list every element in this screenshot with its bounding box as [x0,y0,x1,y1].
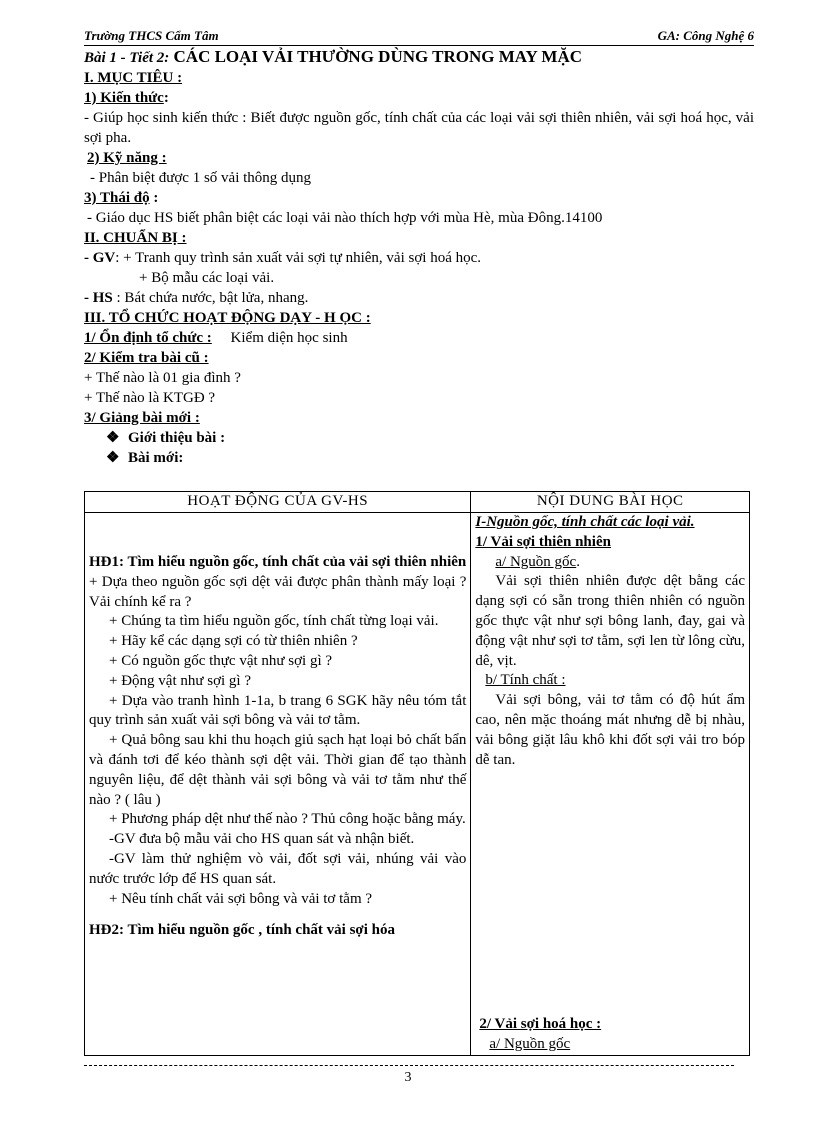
activity-1-heading: HĐ1: Tìm hiểu nguồn gốc, tính chất của vải sợi thiên nhiên [89,554,467,570]
lesson-number: Bài 1 - Tiết 2: [84,50,170,66]
properties-text: Vải sợi bông, vải tơ tằm có độ hút ẩm cao, nên mặc thoáng mát nhưng dễ bị nhàu, vải bông giặt lâu khô khi đốt sợi vải tro bóp dễ tan. [475,692,745,768]
properties-subheading: b/ Tính chất : [485,672,566,689]
content-heading-origin-properties: I-Nguồn gốc, tính chất các loại vải. [475,514,695,530]
school-name: Trường THCS Cẩm Tâm [84,28,219,43]
footer-divider [84,1065,734,1066]
natural-fiber-heading: 1/ Vải sợi thiên nhiên [475,533,611,550]
teacher-subject: GA: Công Nghệ 6 [657,28,754,43]
origin-text: Vải sợi thiên nhiên được dệt bằng các dạng sợi có sẵn trong thiên nhiên có nguồn gốc thực vật như sợi bông lanh, đay, gai và động vật như sợi tơ tằm, sợi len từ lông cừu, dê, vịt. [475,573,745,669]
activity-text: + Hãy kể các dạng sợi có từ thiên nhiên ? [109,633,358,650]
activity-text: + Dựa vào tranh hình 1-1a, b trang 6 SGK hãy nêu tóm tắt quy trình sản xuất vải sợi bông và vải tơ tằm. [89,692,467,729]
diamond-bullet-icon: ❖ [106,450,120,466]
lesson-name: CÁC LOẠI VẢI THƯỜNG DÙNG TRONG MAY MẶC [173,47,583,66]
document-page [84,28,754,468]
section-activities-heading: III. TỔ CHỨC HOẠT ĐỘNG DẠY - H ỌC : [84,310,371,326]
activity-text: -GV đưa bộ mẫu vải cho HS quan sát và nhận biết. [109,831,415,848]
origin-subheading: a/ Nguồn gốc. [495,553,580,570]
section-objectives-heading: I. MỤC TIÊU : [84,70,183,86]
step-1: 1/ Ổn định tổ chức : Kiểm diện học sinh [84,330,348,346]
attitude-text: - Giáo dục HS biết phân biệt các loại vải nào thích hợp với mùa Hè, mùa Đông.14100 [87,210,603,226]
page-number: 3 [404,1070,412,1085]
section-preparation-heading: II. CHUẨN BỊ : [84,230,187,246]
diamond-bullet-icon: ❖ [106,430,120,446]
table-body-row [85,513,750,1056]
activity-text: -GV làm thử nghiệm vò vải, đốt sợi vải, nhúng vải vào nước trước lớp để HS quan sát. [89,850,467,887]
activity-text: + Nêu tính chất vải sợi bông và vải tơ tằm ? [109,890,373,907]
activity-text: + Quả bông sau khi thu hoạch giủ sạch hạt loại bỏ chất bẩn và đánh tơi để kéo thành sợi dệt vải. Thời gian để tạo thành nguyên liệu, để dệt thành vải sợi bông và vải tơ tằm như thế nào ? ( lâu ) [89,732,467,808]
activity-text: + Dựa theo nguồn gốc sợi dệt vải được phân thành mấy loại ? Vải chính kể ra ? [89,573,467,610]
synthetic-origin-subheading: a/ Nguồn gốc [489,1036,571,1053]
column-header-content: NỘI DUNG BÀI HỌC [471,492,750,513]
table-header-row [85,492,750,513]
activity-2-heading: HĐ2: Tìm hiểu nguồn gốc , tính chất vải sợi hóa [89,922,395,939]
bullet-intro: ❖ Giới thiệu bài : [106,430,226,446]
lesson-table [84,491,750,1056]
bullet-new-lesson: ❖ Bài mới: [106,450,184,466]
activity-text: + Động vật như sợi gì ? [109,672,252,689]
student-prep: - HS : Bát chứa nước, bật lửa, nhang. [84,290,309,306]
column-header-activities: HOẠT ĐỘNG CỦA GV-HS [85,492,471,513]
activity-text: + Phương pháp dệt như thế nào ? Thủ công hoặc bằng máy. [109,811,466,828]
teacher-prep-2: + Bộ mẫu các loại vải. [139,270,275,286]
review-question-1: + Thế nào là 01 gia đình ? [84,370,241,386]
lesson-title [84,47,754,68]
content-cell [471,513,750,1056]
knowledge-text: - Giúp học sinh kiến thức : Biết được nguồn gốc, tính chất của các loại vải sợi thiên nhiên, vải sợi hoá học, vải sợi pha. [84,110,754,146]
knowledge-heading: 1) Kiến thức: [84,90,169,106]
synthetic-fiber-heading: 2/ Vải sợi hoá học : [479,1016,602,1033]
activity-text: + Có nguồn gốc thực vật như sợi gì ? [109,652,333,669]
step-2-heading: 2/ Kiểm tra bài cũ : [84,350,209,366]
step-3-heading: 3/ Giảng bài mới : [84,410,200,426]
review-question-2: + Thế nào là KTGĐ ? [84,390,216,406]
attitude-heading: 3) Thái độ : [84,190,159,206]
page-header [84,28,754,46]
activity-text: + Chúng ta tìm hiểu nguồn gốc, tính chất từng loại vải. [109,613,439,630]
skills-heading: 2) Kỹ năng : [87,150,167,166]
teacher-prep-1: - GV: + Tranh quy trình sản xuất vải sợi tự nhiên, vải sợi hoá học. [84,250,482,266]
skills-text: - Phân biệt được 1 số vải thông dụng [90,170,312,186]
activities-cell [85,513,471,1056]
